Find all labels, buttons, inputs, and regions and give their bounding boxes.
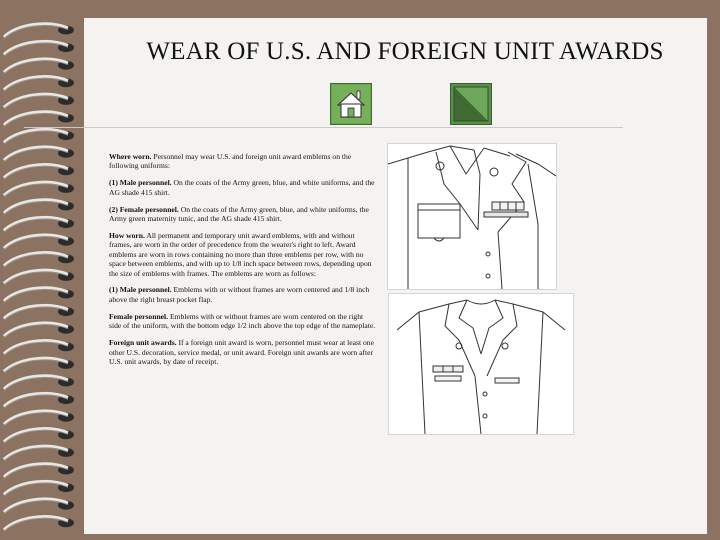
binding-ring [4,235,74,250]
paragraph-text: Emblems with or without frames are worn centered on the right side of the uniform, with the bottom edge 1/2 inch above the top edge of the nameplate. [109,311,376,331]
paragraph-female-how-worn [109,312,377,331]
paragraph-male-how-worn [109,285,377,304]
binding-ring [4,94,74,109]
male-uniform-figure [387,143,557,290]
paragraph-lead: Female personnel. [109,311,169,321]
binding-ring [4,305,74,320]
binding-ring [4,129,74,144]
paragraph-lead: Where worn. [109,152,152,161]
binding-ring [4,77,74,92]
paragraph-where-worn [109,152,377,171]
paragraph-text: On the coats of the Army green, blue, and white uniforms, and the AG shade 415 shirt. [109,178,375,197]
divider-line [24,127,623,128]
binding-ring [4,59,74,74]
binding-ring [4,270,74,285]
body-text [109,152,377,374]
paragraph-text: Personnel may wear U.S. and foreign unit award emblems on the following uniforms: [109,152,352,171]
binding-ring [4,165,74,180]
binding-ring [4,341,74,356]
binding-ring [4,393,74,408]
binding-ring [4,358,74,373]
spiral-binding [0,0,84,540]
paragraph-male-personnel [109,178,377,197]
binding-ring [4,446,74,461]
paragraph-how-worn [109,231,377,278]
triangle-arrow-icon [450,83,492,125]
paragraph-lead: (2) Female personnel. [109,204,179,214]
paragraph-foreign-awards [109,338,377,366]
house-icon [330,83,372,125]
paragraph-lead: How worn. [109,230,145,240]
binding-ring [4,253,74,268]
binding-ring [4,411,74,426]
paragraph-lead: (1) Male personnel. [109,285,172,295]
paragraph-lead: Foreign unit awards. [109,338,177,348]
paragraph-text: If a foreign unit award is worn, personnel must wear at least one other U.S. decoration, service medal, or unit award. Foreign unit awards are worn after U.S. unit awards, by date of receipt. [109,338,374,366]
binding-ring [4,517,74,532]
female-uniform-figure [388,293,574,435]
next-slide-button[interactable] [450,83,492,125]
paragraph-text: All permanent and temporary unit award emblems, with and without frames, are worn in the order of precedence from the wearer's right to left. Award emblems are worn in rows containing no more than three emblems per row, with no space between emblems, and with up to 1/8 inch space between rows, depending upon the size of emblems with frames. The emblems are worn as follows: [109,230,372,278]
binding-ring [4,499,74,514]
binding-ring [4,147,74,162]
paragraph-female-personnel [109,205,377,224]
binding-ring [4,464,74,479]
home-button[interactable] [330,83,372,125]
binding-ring [4,182,74,197]
paragraph-text: On the coats of the Army green, blue, and white uniforms, the Army green maternity tunic, and the AG shade 415 shirt. [109,204,369,224]
female-uniform-illustration [389,294,573,434]
binding-ring [4,323,74,338]
male-uniform-illustration [388,144,556,289]
paragraph-text: Emblems with or without frames are worn centered and 1/8 inch above the right breast pocket flap. [109,285,370,304]
binding-ring [4,481,74,496]
binding-ring [4,41,74,56]
binding-ring [4,376,74,391]
binding-ring [4,24,74,39]
binding-ring [4,288,74,303]
paragraph-lead: (1) Male personnel. [109,178,172,188]
binding-ring [4,112,74,127]
slide-title: WEAR OF U.S. AND FOREIGN UNIT AWARDS [146,38,664,65]
binding-ring [4,217,74,232]
binding-ring [4,429,74,444]
binding-ring [4,200,74,215]
